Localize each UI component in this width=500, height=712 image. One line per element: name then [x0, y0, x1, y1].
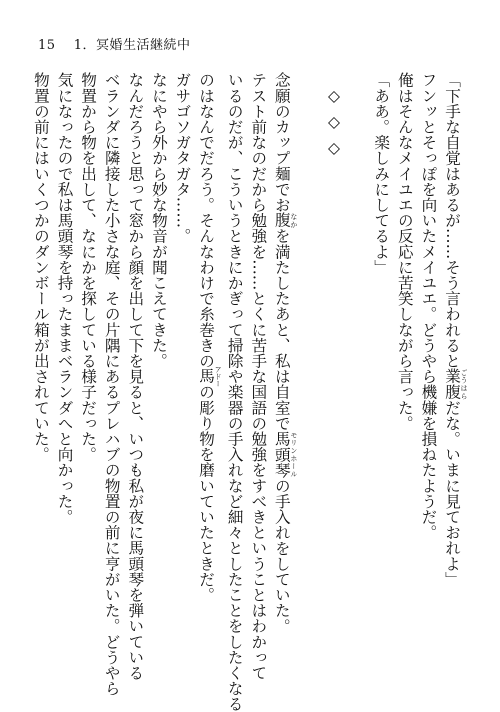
- text-line: 物置から物を出して、なにかを探している様子だった。: [79, 72, 98, 462]
- text-line: のはなんでだろう。そんなわけで糸巻きの馬 アドーの彫り物を磨いていたときだ。: [197, 72, 223, 603]
- running-header: [38, 38, 190, 54]
- text-line: 念願のカップ麺でお腹 なかを満たしたあと、私は自室で馬頭琴 モリンホールの手入れをしていた。: [272, 72, 298, 634]
- blank-line: [298, 72, 322, 662]
- text-line: テスト前なのだから勉強を……とくに苦手な国語の勉強をすべきということはわかって: [249, 72, 268, 681]
- text-line: 「ああ。楽しみにしてるよ」: [372, 72, 391, 275]
- text-line: なんだろうと思って窓から顔を出して下を見ると、いつも私が夜に馬頭琴を弾いている: [126, 72, 145, 681]
- page-number: 15: [38, 38, 56, 53]
- text-line: 気になったので私は馬頭琴を持ったままベランダへと向かった。: [55, 72, 74, 525]
- vertical-body-text: [31, 72, 468, 712]
- blank-line: [345, 72, 369, 662]
- text-line: いるのだが、こういうときにかぎって掃除や楽器の手入れなど細々としたことをしたくなる: [225, 72, 244, 712]
- text-line: 俺はそんなメイユエの反応に苦笑しながら言った。: [395, 72, 414, 431]
- chapter-title: 1．冥婚生活継続中: [73, 38, 191, 53]
- text-line: フンッとそっぽを向いたメイユエ。どうやら機嫌を損ねたようだ。: [419, 72, 438, 540]
- text-line: ガサゴソガタガタ……。: [173, 72, 192, 244]
- text-line: なにやら外から妙な物音が聞こえてきた。: [149, 72, 168, 369]
- text-line: ベランダに隣接した小さな庭、その片隅にあるプレハブの物置の前に亨がいた。どうやら: [102, 72, 121, 696]
- text-line: 物置の前にはいくつかのダンボール箱が出されていた。: [31, 72, 50, 462]
- section-break-marks: ◇◇◇: [325, 87, 344, 165]
- text-line: 「下手な自覚はあるが……そう言われると業腹 ごうはらだな。いまに見ておれよ」: [443, 72, 468, 587]
